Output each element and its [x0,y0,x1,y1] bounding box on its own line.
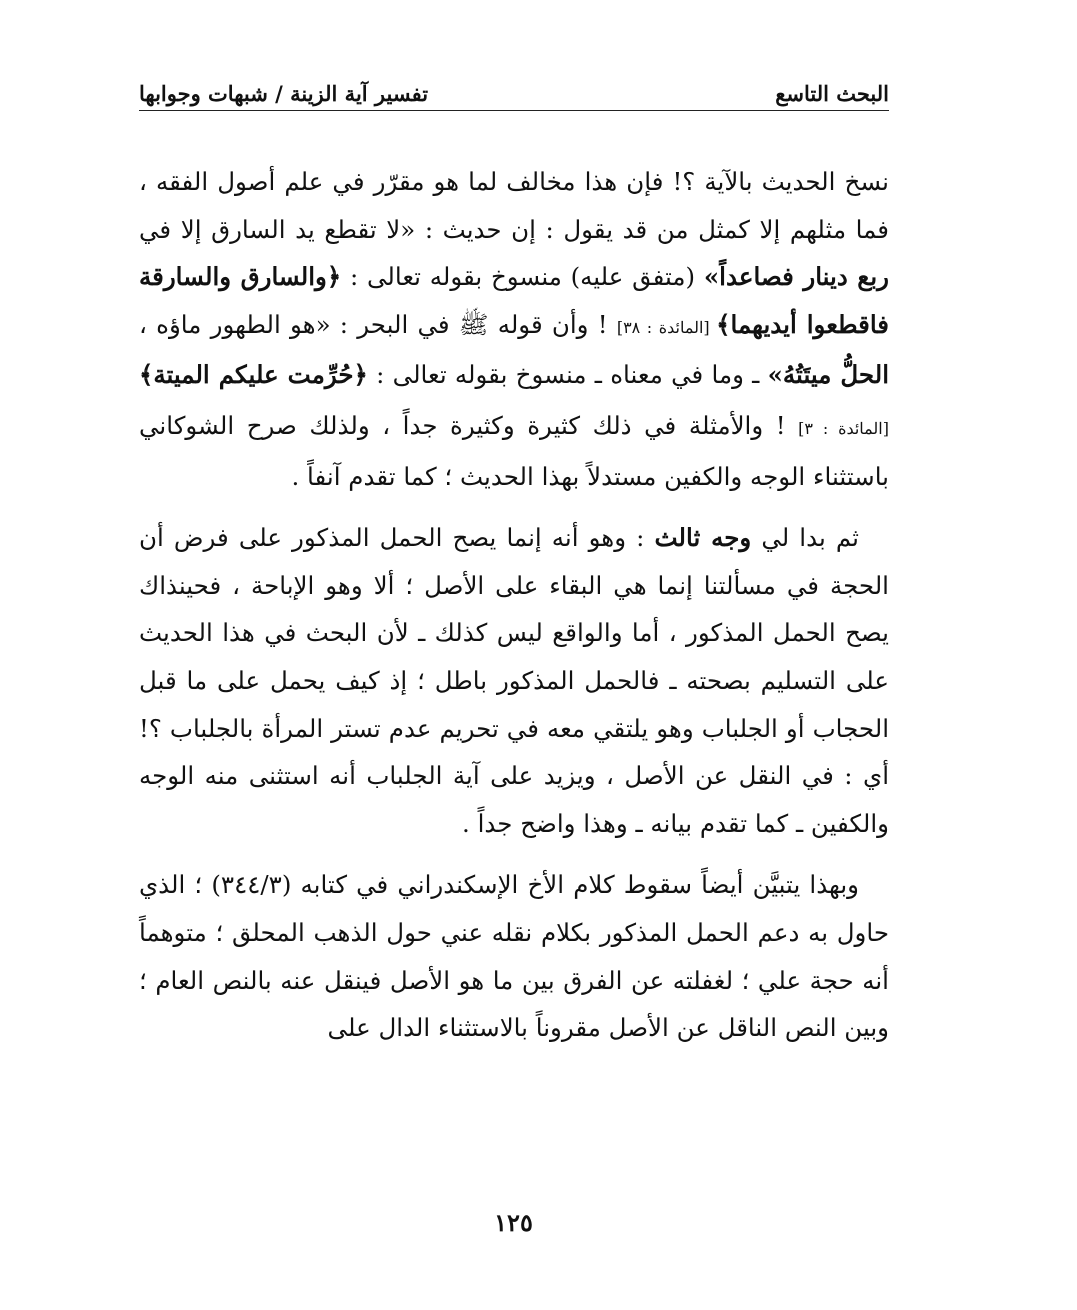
page-number: ١٢٥ [494,1208,533,1237]
paragraph-3 [139,861,889,1051]
header-divider [139,110,889,111]
section-title: تفسير آية الزينة / شبهات وجوابها [139,81,429,106]
hadith-quote: الحلُّ ميتَتُهُ» [767,360,890,390]
verse-reference: [المائدة : ٣] [798,418,889,438]
text-run: وبهذا يتبيَّن أيضاً سقوط كلام الأخ الإسكندراني في كتابه (٣٤٤/٣) ؛ الذي حاول به دعم الحمل المذكور بكلام نقله عني حول الذهب المحلق ؛ متوهماً أنه حجة علي ؛ لغفلته عن الفرق بين ما هو الأصل فينقل عنه بالنص العام ؛ وبين النص الناقل عن الأصل مقروناً بالاستثناء الدال على [139,870,889,1043]
quran-verse: ﴿والسارق والسارقة فاقطعوا أيديهما﴾ [139,262,889,339]
text-run: : وهو أنه إنما يصح الحمل المذكور على فرض أن الحجة في مسألتنا إنما هي البقاء على الأصل ؛ ألا وهو الإباحة ، فحينذاك يصح الحمل المذكور ، أما والواقع ليس كذلك ـ لأن البحث في هذا الحديث على التسليم بصحته ـ فالحمل المذكور باطل ؛ إذ كيف يحمل على ما قبل الحجاب أو الجلباب وهو يلتقي معه في تحريم عدم تستر المرأة بالجلباب ؟! أي : في النقل عن الأصل ، ويزيد على آية الجلباب أنه استثنى منه الوجه والكفين ـ كما تقدم بيانه ـ وهذا واضح جداً . [139,523,889,838]
verse-reference: [المائدة : ٣٨] [616,317,717,337]
paragraph-1 [139,158,889,500]
body-text [139,158,889,1052]
text-run: ـ وما في معناه ـ منسوخ بقوله تعالى : [367,360,768,390]
text-run: ! وأن قوله ﷺ في البحر : «هو الطهور ماؤه ، [139,309,617,339]
text-run: ثم بدا لي [751,523,859,553]
running-header [139,72,889,106]
emphasis: وجه ثالث [654,523,752,553]
chapter-title: البحث التاسع [775,81,889,106]
paragraph-2 [139,514,889,847]
text-run: نسخ الحديث بالآية ؟! فإن هذا مخالف لما هو مقرّر في علم أصول الفقه ، فما مثلهم إلا كمثل من قد يقول : إن حديث : «لا تقطع يد السارق إلا في [139,167,889,244]
hadith-quote: ربع دينار فصاعداً» [703,262,889,292]
quran-verse: ﴿حُرِّمت عليكم الميتة﴾ [139,360,368,390]
text-run: ! والأمثلة في ذلك كثيرة وكثيرة جداً ، ولذلك صرح الشوكاني باستثناء الوجه والكفين مستدلاً بهذا الحديث ؛ كما تقدم آنفاً . [139,410,889,491]
text-run: (متفق عليه) منسوخ بقوله تعالى : [341,262,704,292]
